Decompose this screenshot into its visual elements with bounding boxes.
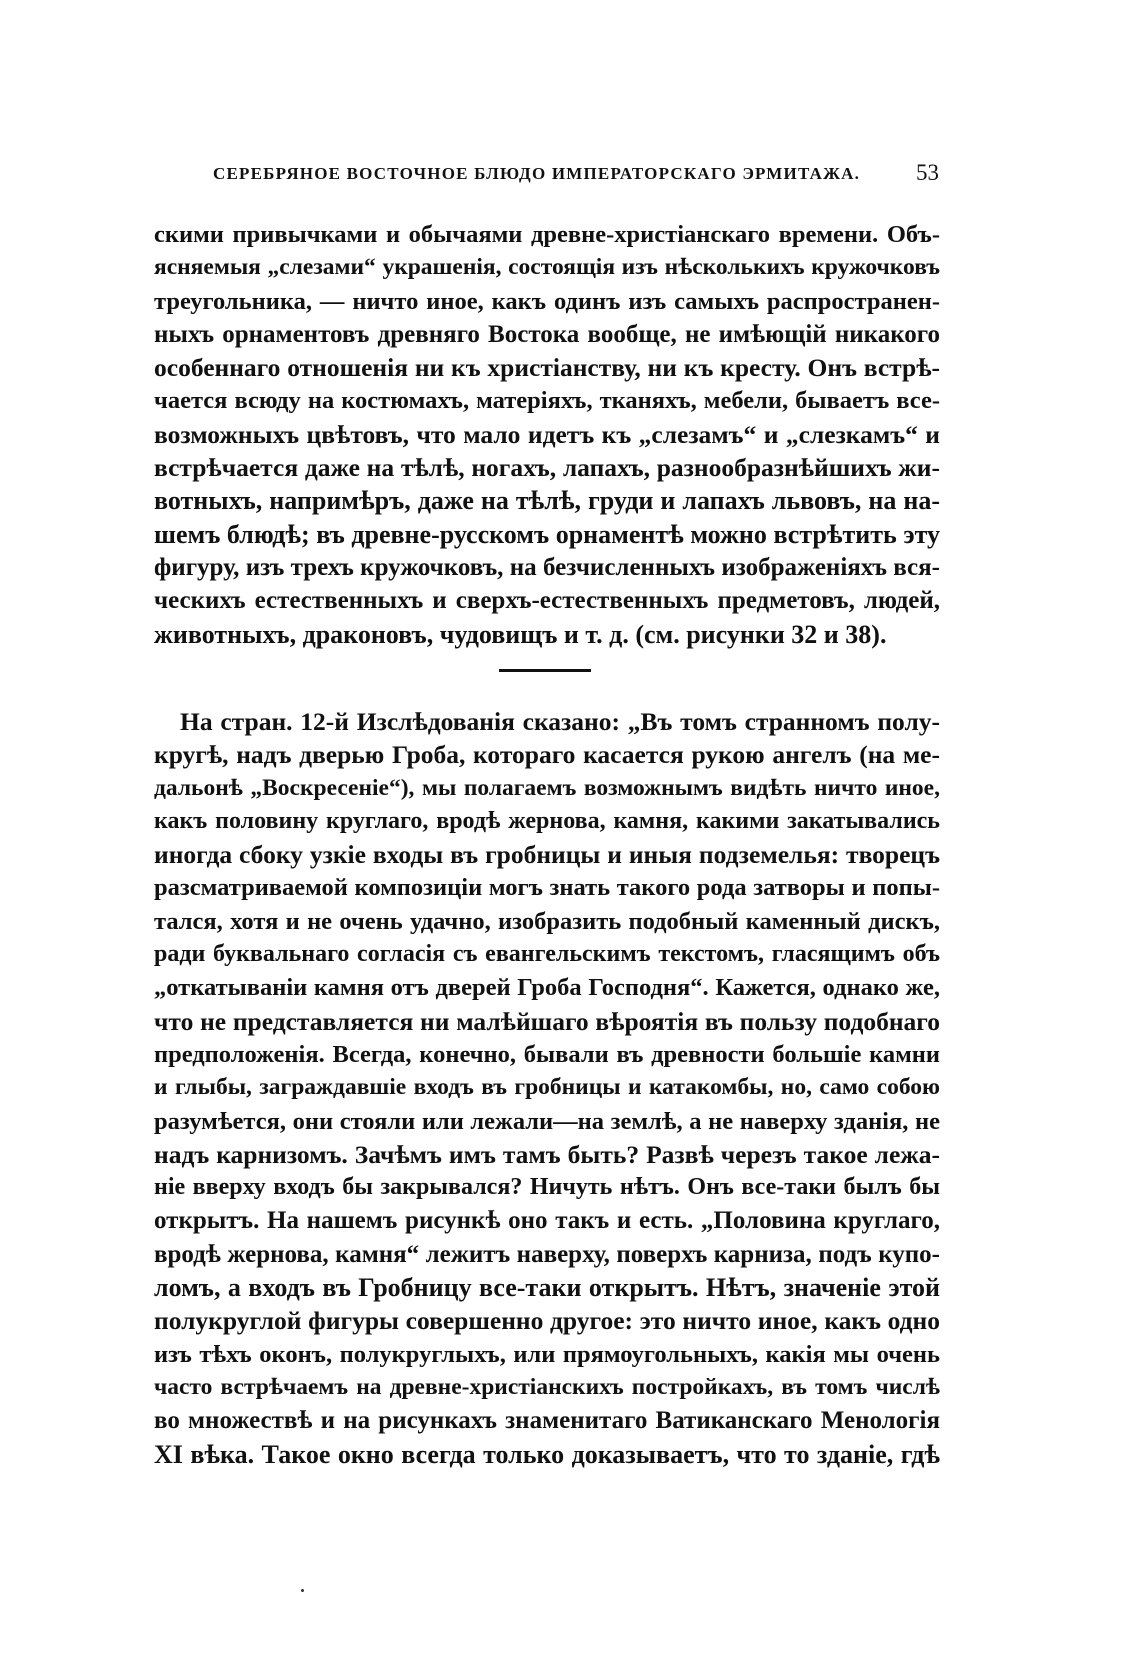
- section-divider: [499, 669, 591, 672]
- text-line: чается всюду на костюмахъ, матеріяхъ, тканяхъ, мебели, бываетъ все-: [154, 387, 940, 415]
- text-line: открытъ. На нашемъ рисункѣ оно такъ и есть. „Половина круглаго,: [154, 1207, 940, 1235]
- text-line: разумѣется, они стояли или лежали—на землѣ, а не наверху зданія, не: [154, 1107, 940, 1135]
- text-line: ломъ, а входъ въ Гробницу все-таки открытъ. Нѣтъ, значеніе этой: [154, 1273, 940, 1303]
- text-line: ныхъ орнаментовъ древняго Востока вообще, не имѣющій никакого: [154, 320, 940, 348]
- text-line: полукруглой фигуры совершенно другое: это ничто иное, какъ одно: [154, 1306, 940, 1336]
- text-line: На стран. 12-й Изслѣдованія сказано: „Въ томъ странномъ полу-: [180, 707, 940, 736]
- text-line: скими привычками и обычаями древне-христіанскаго времени. Объ-: [154, 221, 940, 248]
- text-line: надъ карнизомъ. Зачѣмъ имъ тамъ быть? Развѣ черезъ такое лежа-: [154, 1139, 940, 1169]
- text-line: что не представляется ни малѣйшаго вѣроятія въ пользу подобнаго: [154, 1006, 940, 1036]
- text-line: ніе вверху входъ бы закрывался? Ничуть нѣтъ. Онъ все-таки былъ бы: [154, 1174, 940, 1201]
- text-line: треугольника, — ничто иное, какъ одинъ изъ самыхъ распространен-: [154, 287, 940, 315]
- text-line: вотныхъ, напримѣръ, даже на тѣлѣ, груди и лапахъ львовъ, на на-: [154, 486, 940, 516]
- text-line: „откатываніи камня отъ дверей Гроба Господня“. Кажется, однако же,: [154, 974, 940, 1002]
- text-line: какъ половину круглаго, вродѣ жернова, камня, какими закатывались: [154, 807, 940, 834]
- text-line: возможныхъ цвѣтовъ, что мало идетъ къ „слезамъ“ и „слезкамъ“ и: [154, 419, 940, 449]
- text-line: кругѣ, надъ дверью Гроба, котораго касается рукою ангелъ (на ме-: [154, 740, 940, 770]
- page-number: 53: [916, 160, 939, 185]
- text-line: ради буквальнаго согласія съ евангельскимъ текстомъ, гласящимъ объ: [154, 941, 940, 968]
- text-line: особеннаго отношенія ни къ христіанству, ни къ кресту. Онъ встрѣ-: [154, 353, 940, 383]
- text-line: иногда сбоку узкіе входы въ гробницы и иныя подземелья: творецъ: [154, 840, 940, 870]
- text-line: часто встрѣчаемъ на древне-христіанскихъ постройкахъ, въ томъ числѣ: [154, 1373, 940, 1400]
- paragraph-2: [154, 705, 940, 1471]
- text-line: и глыбы, заграждавшіе входъ въ гробницы и катакомбы, но, само собою: [154, 1074, 940, 1101]
- text-line: дальонѣ „Воскресеніе“), мы полагаемъ возможнымъ видѣть ничто иное,: [154, 774, 940, 801]
- text-line: животныхъ, драконовъ, чудовищъ и т. д. (см. рисунки 32 и 38).: [154, 619, 887, 649]
- text-line: фигуру, изъ трехъ кружочковъ, на безчисленныхъ изображеніяхъ вся-: [154, 553, 940, 581]
- paragraph-1: [154, 218, 940, 651]
- text-line: XI вѣка. Такое окно всегда только доказываетъ, что то зданіе, гдѣ: [154, 1439, 940, 1469]
- text-line: разсматриваемой композиціи могъ знать такого рода затворы и попы-: [154, 874, 940, 902]
- page-header: [213, 160, 939, 194]
- text-line: шемъ блюдѣ; въ древне-русскомъ орнаментѣ можно встрѣтить эту: [154, 519, 940, 549]
- text-line: во множествѣ и на рисункахъ знаменитаго Ватиканскаго Менологія: [154, 1407, 940, 1435]
- running-head: СЕРЕБРЯНОЕ ВОСТОЧНОЕ БЛЮДО ИМПЕРАТОРСКАГО ЭРМИТАЖА.: [213, 164, 861, 183]
- text-line: тался, хотя и не очень удачно, изобразить подобный каменный дискъ,: [154, 907, 940, 935]
- text-line: ясняемыя „слезами“ украшенія, состоящія изъ нѣсколькихъ кружочковъ: [154, 254, 940, 281]
- text-line: ческихъ естественныхъ и сверхъ-естественныхъ предметовъ, людей,: [154, 587, 940, 615]
- text-line: изъ тѣхъ оконъ, полукруглыхъ, или прямоугольныхъ, какія мы очень: [154, 1340, 940, 1368]
- text-line: предположенія. Всегда, конечно, бывали въ древности большіе камни: [154, 1040, 940, 1068]
- stray-ink-mark: [301, 1589, 304, 1592]
- text-line: встрѣчается даже на тѣлѣ, ногахъ, лапахъ, разнообразнѣйшихъ жи-: [154, 453, 940, 483]
- text-line: вродѣ жернова, камня“ лежитъ наверху, поверхъ карниза, подъ купо-: [154, 1240, 940, 1268]
